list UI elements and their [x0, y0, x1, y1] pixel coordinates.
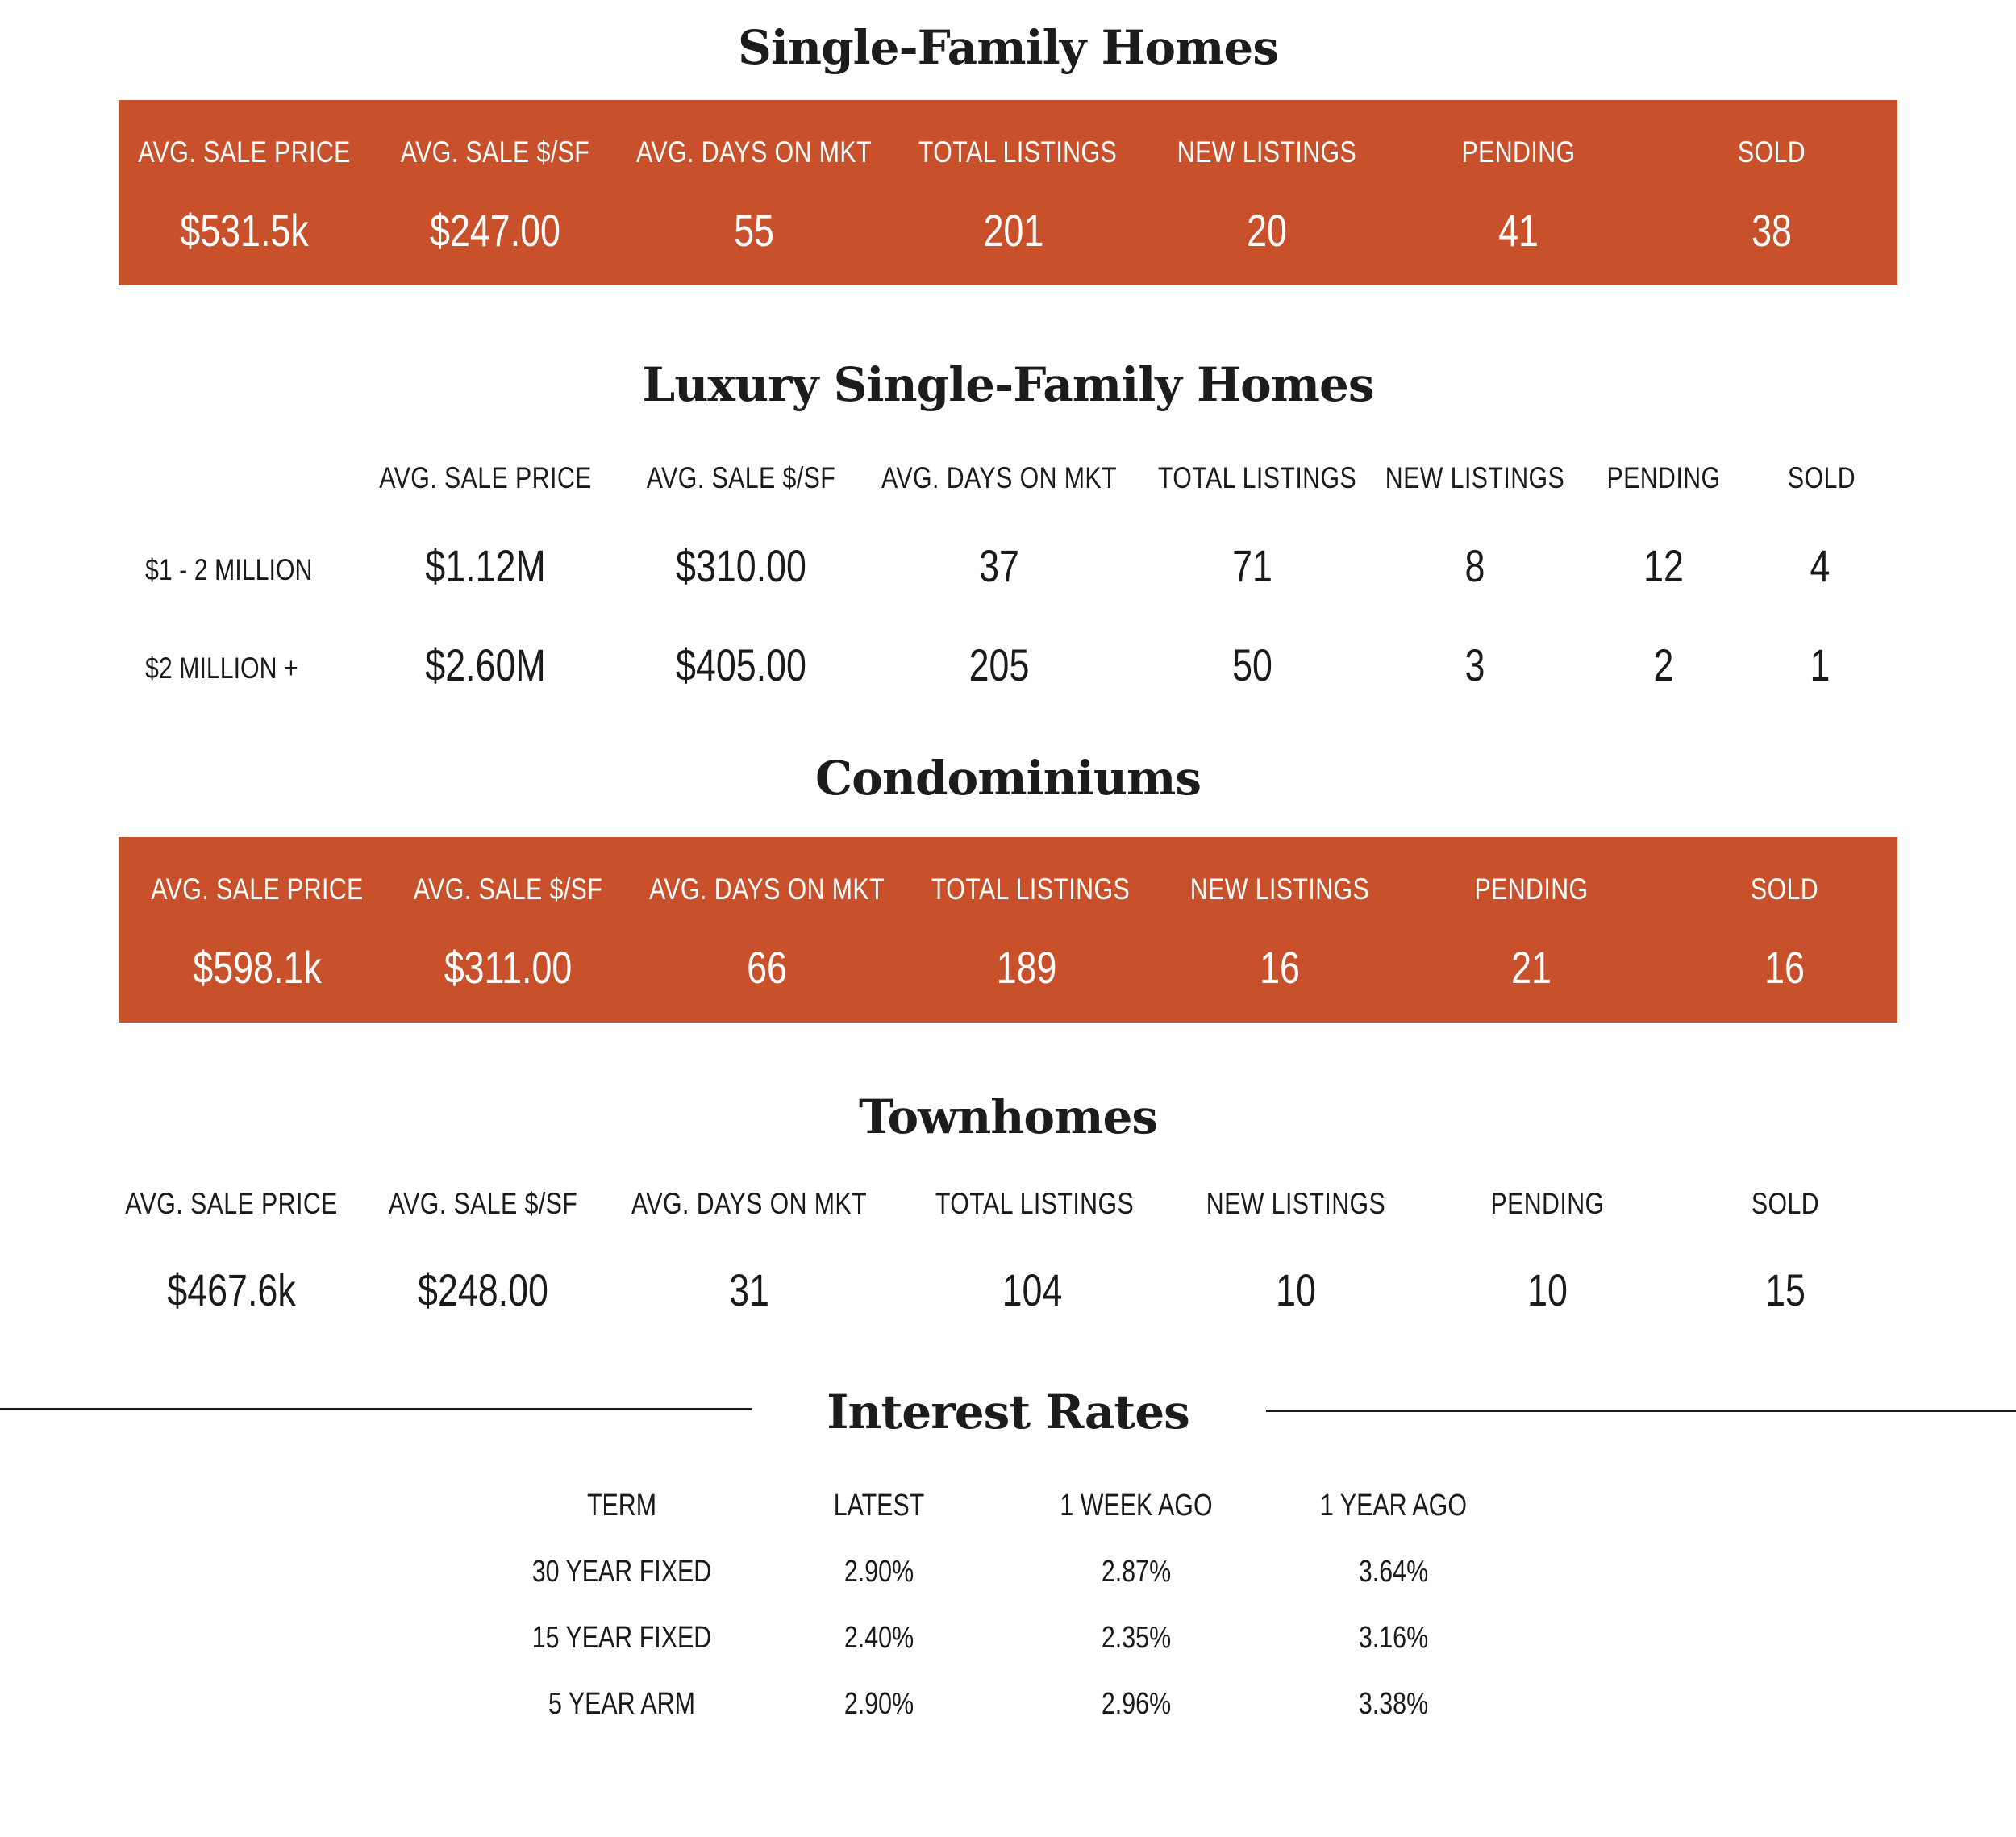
stat-value-new-listings: 16 [1260, 942, 1300, 993]
luxury-label-pending: PENDING [1606, 461, 1721, 494]
stat-label-total-listings: TOTAL LISTINGS [931, 873, 1131, 906]
rates-row3-term: 5 YEAR ARM [548, 1687, 695, 1721]
luxury-row1-pending: 12 [1643, 540, 1684, 591]
townhomes-value-avg-sale-psf: $248.00 [418, 1264, 548, 1315]
condos-stats-band [119, 837, 1897, 1023]
luxury-row2-avg-sale-price: $2.60M [425, 639, 546, 690]
rates-row2-term: 15 YEAR FIXED [531, 1621, 712, 1655]
stat-value-avg-sale-price: $598.1k [193, 942, 322, 993]
luxury-title: Luxury Single-Family Homes [642, 357, 1374, 412]
townhomes-value-avg-days-on-mkt: 31 [729, 1264, 769, 1315]
stat-value-avg-sale-price: $531.5k [180, 205, 309, 256]
stat-label-sold: SOLD [1750, 873, 1819, 906]
stat-label-new-listings: NEW LISTINGS [1189, 873, 1370, 906]
townhomes-value-avg-sale-price: $467.6k [167, 1264, 296, 1315]
luxury-row1-sold: 4 [1810, 540, 1831, 591]
stat-label-pending: PENDING [1461, 135, 1576, 169]
stat-value-sold: 38 [1752, 205, 1792, 256]
stat-label-total-listings: TOTAL LISTINGS [918, 135, 1118, 169]
stat-value-avg-sale-psf: $311.00 [444, 942, 573, 993]
stat-label-avg-days-on-mkt: AVG. DAYS ON MKT [635, 135, 873, 169]
luxury-row2-new-listings: 3 [1464, 639, 1485, 690]
rates-header-1-week-ago: 1 WEEK AGO [1060, 1489, 1213, 1523]
townhomes-label-avg-days-on-mkt: AVG. DAYS ON MKT [631, 1187, 868, 1220]
luxury-row1-avg-sale-price: $1.12M [425, 540, 546, 591]
rates-row2-1-week-ago: 2.35% [1101, 1621, 1172, 1655]
condos-title: Condominiums [814, 751, 1202, 806]
rates-row1-latest: 2.90% [843, 1555, 914, 1589]
single-family-title: Single-Family Homes [738, 20, 1278, 75]
rates-header-latest: LATEST [833, 1489, 925, 1523]
townhomes-label-avg-sale-price: AVG. SALE PRICE [125, 1187, 338, 1220]
luxury-row1-avg-days-on-mkt: 37 [979, 540, 1019, 591]
rates-row2-latest: 2.40% [843, 1621, 914, 1655]
stat-label-new-listings: NEW LISTINGS [1177, 135, 1357, 169]
stat-label-avg-sale-psf: AVG. SALE $/SF [400, 135, 590, 169]
interest-rates-title: Interest Rates [827, 1385, 1189, 1439]
stat-value-total-listings: 189 [996, 942, 1057, 993]
rates-header-1-year-ago: 1 YEAR AGO [1320, 1489, 1467, 1523]
rates-row1-term: 30 YEAR FIXED [531, 1555, 712, 1589]
luxury-row2-pending: 2 [1653, 639, 1674, 690]
stat-value-avg-days-on-mkt: 55 [734, 205, 774, 256]
rates-row1-1-year-ago: 3.64% [1358, 1555, 1429, 1589]
stat-label-avg-sale-price: AVG. SALE PRICE [151, 873, 364, 906]
stat-label-avg-sale-price: AVG. SALE PRICE [138, 135, 351, 169]
single-family-stats-band [119, 100, 1897, 285]
rates-row3-latest: 2.90% [843, 1687, 914, 1721]
luxury-label-new-listings: NEW LISTINGS [1385, 461, 1565, 494]
rates-header-term: TERM [586, 1489, 657, 1523]
townhomes-label-total-listings: TOTAL LISTINGS [935, 1187, 1135, 1220]
townhomes-title: Townhomes [858, 1089, 1158, 1144]
rates-row3-1-year-ago: 3.38% [1358, 1687, 1429, 1721]
luxury-label-avg-days-on-mkt: AVG. DAYS ON MKT [881, 461, 1118, 494]
stat-value-avg-days-on-mkt: 66 [747, 942, 787, 993]
luxury-row1-total-listings: 71 [1232, 540, 1272, 591]
stat-value-sold: 16 [1764, 942, 1805, 993]
stat-label-avg-sale-psf: AVG. SALE $/SF [413, 873, 603, 906]
luxury-label-sold: SOLD [1787, 461, 1856, 494]
luxury-row1-avg-sale-psf: $310.00 [676, 540, 806, 591]
stat-value-pending: 41 [1498, 205, 1539, 256]
rates-row1-1-week-ago: 2.87% [1101, 1555, 1172, 1589]
stat-value-pending: 21 [1511, 942, 1552, 993]
luxury-label-total-listings: TOTAL LISTINGS [1157, 461, 1357, 494]
luxury-row2-sold: 1 [1810, 639, 1831, 690]
townhomes-label-pending: PENDING [1490, 1187, 1605, 1220]
stat-value-new-listings: 20 [1247, 205, 1287, 256]
townhomes-label-new-listings: NEW LISTINGS [1206, 1187, 1386, 1220]
luxury-row2-total-listings: 50 [1232, 639, 1272, 690]
luxury-label-avg-sale-price: AVG. SALE PRICE [379, 461, 592, 494]
rates-row2-1-year-ago: 3.16% [1358, 1621, 1429, 1655]
luxury-row2-avg-sale-psf: $405.00 [676, 639, 806, 690]
townhomes-label-avg-sale-psf: AVG. SALE $/SF [388, 1187, 578, 1220]
rates-row3-1-week-ago: 2.96% [1101, 1687, 1172, 1721]
luxury-row2-avg-days-on-mkt: 205 [968, 639, 1030, 690]
stat-label-pending: PENDING [1474, 873, 1589, 906]
luxury-row-label: $2 MILLION + [145, 652, 298, 685]
townhomes-value-total-listings: 104 [1002, 1264, 1063, 1315]
stat-label-avg-days-on-mkt: AVG. DAYS ON MKT [648, 873, 885, 906]
luxury-label-avg-sale-psf: AVG. SALE $/SF [646, 461, 836, 494]
townhomes-label-sold: SOLD [1751, 1187, 1820, 1220]
townhomes-value-pending: 10 [1527, 1264, 1568, 1315]
townhomes-value-new-listings: 10 [1276, 1264, 1316, 1315]
luxury-row-label: $1 - 2 MILLION [145, 553, 313, 586]
townhomes-value-sold: 15 [1765, 1264, 1806, 1315]
stat-value-total-listings: 201 [983, 205, 1044, 256]
stat-label-sold: SOLD [1737, 135, 1806, 169]
luxury-row1-new-listings: 8 [1464, 540, 1485, 591]
stat-value-avg-sale-psf: $247.00 [430, 205, 560, 256]
